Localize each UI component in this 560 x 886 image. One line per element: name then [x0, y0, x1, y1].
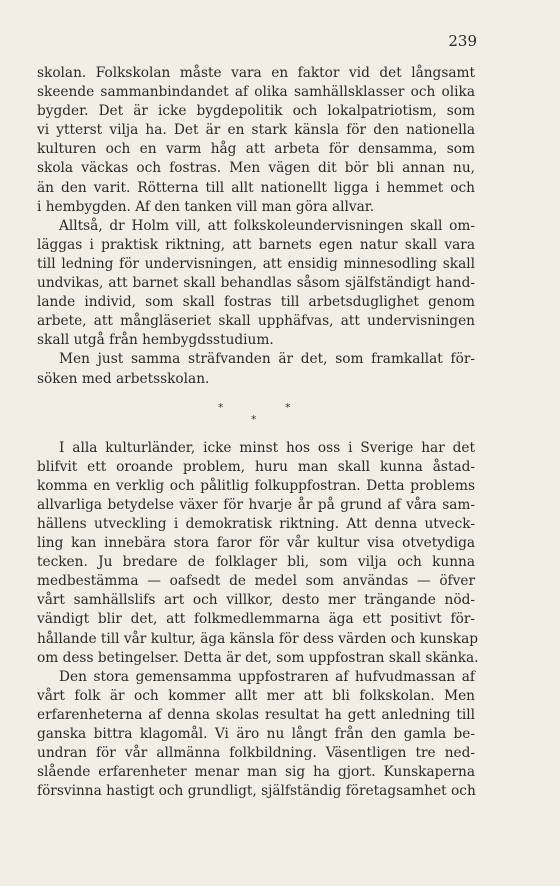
page-number: 239: [448, 32, 477, 50]
text-line: slående erfarenheter menar man sig ha gjort. Kunskaperna: [37, 764, 475, 781]
paragraph: [37, 350, 475, 388]
paragraph: [37, 217, 475, 351]
text-line: om dess betingelser. Detta är det, som uppfostran skall skänka.: [37, 649, 479, 666]
text-line: bygder. Det är icke bygdepolitik och lokalpatriotism, som: [37, 103, 475, 120]
paragraph: [37, 668, 475, 802]
text-line: hällens utveckling i demokratisk riktning. Att denna utveck-: [37, 515, 475, 532]
text-line: ganska bittra klagomål. Vi äro nu långt från den gamla be-: [37, 726, 475, 742]
paragraphs-before-separator: [37, 64, 475, 389]
text-line: blifvit ett oroande problem, huru man skall kunna åstad-: [37, 458, 475, 475]
text-line: erfarenheterna af denna skolas resultat ha gett anledning till: [37, 706, 475, 723]
text-line: söken med arbetsskolan.: [37, 370, 210, 387]
body-text: [37, 64, 479, 801]
paragraphs-after-separator: [37, 439, 479, 802]
text-line: ling kan innebära stora faror för vår kultur visa otvetydiga: [37, 535, 475, 552]
text-line: kulturen och en varm håg att arbeta för densamma, som: [37, 141, 475, 158]
text-line: komma en verklig och pålitlig folkuppfostran. Detta problems: [37, 477, 475, 494]
section-separator: [37, 389, 475, 439]
asterism-star-bottom: *: [251, 412, 257, 426]
paragraph: [37, 64, 475, 217]
text-line: vändigt blir det, att folkmedlemmarna äga ett positivt för-: [37, 611, 475, 628]
text-line: Men just samma sträfvanden är det, som framkallat för-: [59, 351, 475, 368]
asterism: [37, 389, 475, 439]
asterism-star-left: *: [218, 400, 224, 414]
text-line: försvinna hastigt och grundligt, själfständig företagsamhet och: [37, 783, 476, 800]
text-line: skolan. Folkskolan måste vara en faktor vid det långsamt: [37, 65, 475, 81]
text-line: skeende sammanbindandet af olika samhällsklasser och olika: [37, 84, 475, 101]
text-line: arbete, att mångläseriet skall upphäfvas, att undervisningen: [37, 313, 475, 330]
text-line: vårt folk är och kommer allt mer att bli folkskolan. Men: [37, 687, 475, 704]
text-line: lande individ, som skall fostras till arbetsduglighet genom: [37, 294, 475, 311]
text-line: hållande till vår kultur, äga känsla för dess värden och kunskap: [37, 630, 479, 647]
text-line: tecken. Ju bredare de folklager bli, som vilja och kunna: [37, 554, 475, 571]
text-line: Den stora gemensamma uppfostraren af hufvudmassan af: [59, 668, 475, 685]
text-line: vi ytterst vilja ha. Det är en stark känsla för den nationella: [37, 122, 475, 139]
text-line: Alltså, dr Holm vill, att folkskoleundervisningen skall om-: [59, 217, 475, 234]
text-line: till ledning för undervisningen, att ensidig minnesodling skall: [37, 255, 475, 272]
text-line: allvarliga betydelse växer för hvarje år på grund af våra sam-: [37, 496, 475, 513]
text-line: i hembygden. Af den tanken vill man göra allvar.: [37, 198, 375, 215]
text-line: I alla kulturländer, icke minst hos oss i Sverige har det: [59, 439, 475, 456]
asterism-star-right: *: [285, 400, 291, 414]
text-line: läggas i praktisk riktning, att barnets egen natur skall vara: [37, 236, 475, 253]
text-line: vårt samhällslifs art och villkor, desto mer trängande nöd-: [37, 592, 475, 609]
text-line: undvikas, att barnet skall behandlas såsom själfständigt hand-: [37, 275, 475, 292]
paragraph: [37, 439, 479, 668]
text-line: skola väckas och fostras. Men vägen dit bör bli annan nu,: [37, 160, 475, 177]
text-line: än den varit. Rötterna till allt nationellt ligga i hemmet och: [37, 179, 475, 196]
text-line: skall utgå från hembygdsstudium.: [37, 332, 274, 349]
text-line: undran för vår allmänna folkbildning. Väsentligen tre ned-: [37, 745, 475, 762]
text-line: medbestämma — oafsedt de medel som användas — öfver: [37, 573, 475, 590]
